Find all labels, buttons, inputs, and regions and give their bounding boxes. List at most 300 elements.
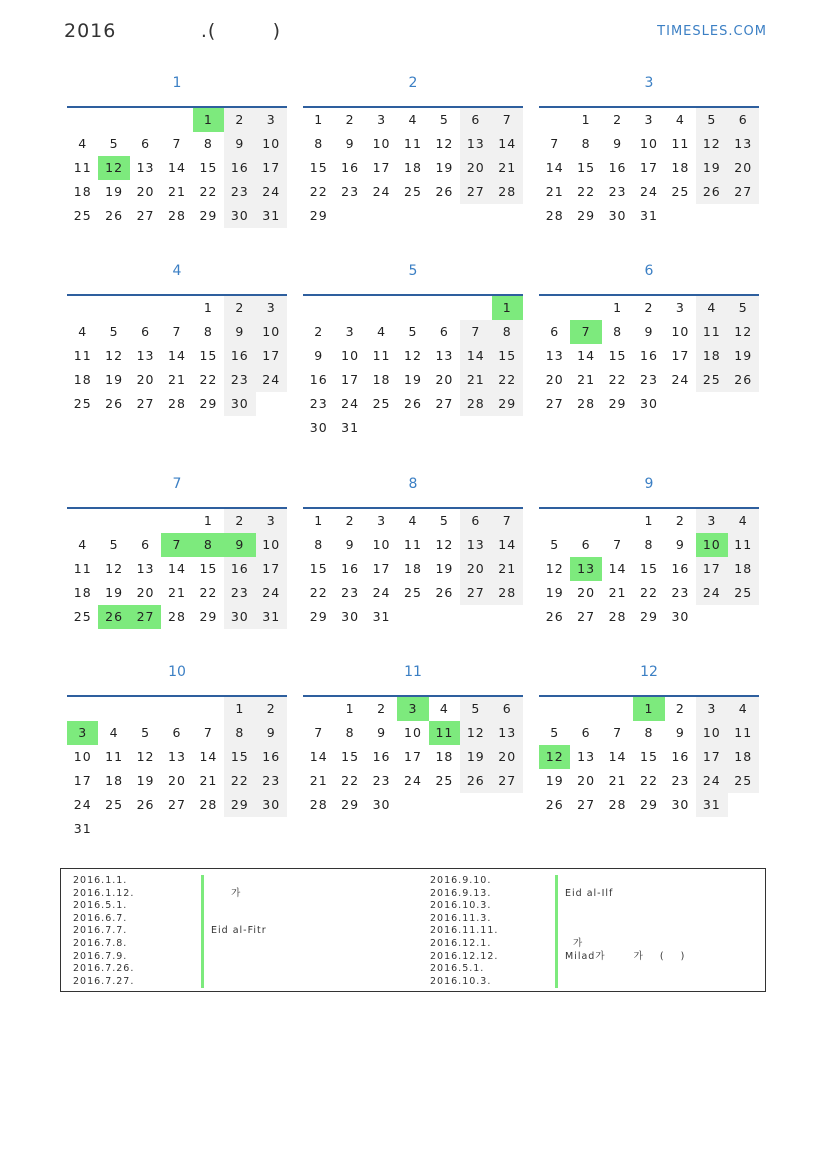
day-grid	[67, 697, 287, 841]
day-cell: 2	[224, 108, 255, 132]
day-cell: 27	[577, 797, 596, 812]
day-cell: 16	[341, 160, 360, 175]
day-cell: 20	[545, 372, 564, 387]
day-cell: 24	[372, 184, 391, 199]
empty-cell	[460, 296, 491, 320]
day-cell: 25	[671, 184, 690, 199]
day-cell: 26	[98, 605, 129, 629]
day-cell: 15	[577, 160, 596, 175]
day-cell: 6	[172, 725, 182, 740]
day-cell: 9	[644, 324, 654, 339]
day-cell: 16	[671, 561, 690, 576]
legend-marker	[555, 951, 558, 964]
day-cell: 3	[696, 509, 727, 533]
day-cell: 21	[309, 773, 328, 788]
day-cell: 3	[256, 296, 287, 320]
day-cell: 16	[224, 156, 255, 180]
day-cell: 24	[640, 184, 658, 199]
day-cell: 1	[613, 300, 623, 315]
day-cell: 1	[203, 300, 213, 315]
legend-holiday-name: Eid al-Fitr	[211, 925, 267, 937]
day-cell: 18	[105, 773, 124, 788]
day-cell: 20	[460, 156, 491, 180]
day-cell: 2	[224, 509, 255, 533]
month-name: 12	[640, 664, 658, 680]
day-cell: 20	[136, 184, 155, 199]
empty-cell	[98, 296, 129, 320]
day-cell: 20	[136, 372, 155, 387]
day-cell: 18	[671, 160, 690, 175]
legend-date: 2016.12.1.	[430, 937, 492, 949]
day-cell: 29	[199, 609, 218, 624]
day-cell: 11	[728, 533, 759, 557]
day-cell: 6	[728, 108, 759, 132]
day-cell: 13	[570, 557, 601, 581]
day-cell: 12	[435, 537, 454, 552]
day-cell: 12	[728, 320, 759, 344]
day-cell: 29	[341, 797, 360, 812]
empty-cell	[303, 697, 334, 721]
day-cell: 30	[224, 204, 255, 228]
day-cell: 29	[492, 392, 523, 416]
month-name: 5	[408, 263, 418, 279]
day-cell: 5	[696, 108, 727, 132]
day-cell: 8	[203, 324, 213, 339]
day-cell: 9	[675, 537, 685, 552]
day-cell: 24	[696, 581, 727, 605]
day-cell: 27	[136, 208, 155, 223]
day-cell: 29	[199, 396, 218, 411]
day-cell: 30	[256, 793, 287, 817]
empty-cell	[67, 108, 98, 132]
day-cell: 23	[671, 585, 690, 600]
day-cell: 1	[492, 296, 523, 320]
day-cell: 11	[73, 561, 92, 576]
month-9	[539, 474, 759, 629]
day-grid	[303, 697, 523, 817]
day-cell: 14	[577, 348, 596, 363]
day-cell: 28	[608, 797, 627, 812]
month-name: 3	[644, 75, 654, 91]
empty-cell	[366, 296, 397, 320]
month-11	[303, 662, 523, 817]
day-cell: 4	[728, 697, 759, 721]
month-8	[303, 474, 523, 629]
day-cell: 5	[439, 112, 449, 127]
day-cell: 3	[377, 513, 387, 528]
day-cell: 21	[168, 372, 186, 387]
day-cell: 11	[696, 320, 727, 344]
day-cell: 4	[408, 513, 418, 528]
day-cell: 14	[492, 533, 523, 557]
empty-cell	[429, 296, 460, 320]
day-cell: 14	[168, 561, 186, 576]
day-cell: 5	[408, 324, 418, 339]
day-cell: 9	[675, 725, 685, 740]
day-cell: 25	[105, 797, 124, 812]
day-cell: 31	[256, 204, 287, 228]
day-cell: 9	[314, 348, 324, 363]
day-cell: 10	[404, 725, 422, 740]
day-cell: 16	[224, 557, 255, 581]
day-cell: 30	[372, 797, 391, 812]
day-cell: 18	[73, 585, 92, 600]
day-cell: 19	[105, 184, 124, 199]
day-cell: 28	[168, 609, 186, 624]
day-cell: 11	[73, 348, 92, 363]
legend-date: 2016.12.12.	[430, 950, 499, 962]
month-name: 10	[168, 664, 186, 680]
day-cell: 31	[256, 605, 287, 629]
empty-cell	[602, 697, 633, 721]
legend-marker	[555, 976, 558, 989]
day-cell: 28	[608, 609, 627, 624]
day-cell: 1	[644, 513, 654, 528]
day-cell: 15	[492, 344, 523, 368]
day-cell: 30	[224, 605, 255, 629]
day-cell: 4	[728, 509, 759, 533]
day-cell: 7	[613, 537, 623, 552]
day-grid	[303, 108, 523, 228]
day-cell: 24	[73, 797, 92, 812]
day-cell: 8	[193, 533, 224, 557]
empty-cell	[67, 509, 98, 533]
empty-cell	[193, 697, 224, 721]
day-cell: 27	[577, 609, 596, 624]
day-cell: 25	[404, 184, 422, 199]
legend-date: 2016.7.9.	[73, 950, 128, 962]
day-cell: 21	[492, 156, 523, 180]
day-cell: 14	[460, 344, 491, 368]
day-cell: 24	[256, 581, 287, 605]
day-cell: 21	[460, 368, 491, 392]
day-cell: 6	[492, 697, 523, 721]
empty-cell	[130, 697, 161, 721]
day-cell: 9	[345, 537, 355, 552]
day-cell: 2	[345, 513, 355, 528]
day-cell: 10	[73, 749, 92, 764]
legend-date: 2016.9.13.	[430, 887, 492, 899]
day-cell: 21	[168, 585, 186, 600]
day-cell: 26	[404, 396, 422, 411]
month-5	[303, 261, 523, 440]
day-cell: 13	[136, 561, 155, 576]
day-cell: 5	[109, 136, 119, 151]
legend-date: 2016.7.7.	[73, 925, 128, 937]
empty-cell	[539, 296, 570, 320]
day-cell: 4	[377, 324, 387, 339]
day-cell: 27	[545, 396, 564, 411]
day-cell: 12	[696, 132, 727, 156]
day-cell: 4	[78, 537, 88, 552]
day-cell: 14	[199, 749, 218, 764]
day-cell: 27	[728, 180, 759, 204]
day-cell: 4	[109, 725, 119, 740]
day-cell: 13	[435, 348, 454, 363]
day-cell: 9	[256, 721, 287, 745]
day-cell: 14	[168, 348, 186, 363]
month-name: 9	[644, 476, 654, 492]
day-cell: 4	[675, 112, 685, 127]
day-cell: 19	[435, 160, 454, 175]
day-cell: 18	[728, 557, 759, 581]
day-cell: 5	[460, 697, 491, 721]
day-cell: 14	[492, 132, 523, 156]
day-cell: 18	[73, 184, 92, 199]
day-cell: 10	[372, 136, 391, 151]
day-cell: 13	[136, 160, 155, 175]
empty-cell	[570, 296, 601, 320]
day-cell: 8	[613, 324, 623, 339]
day-cell: 6	[141, 537, 151, 552]
empty-cell	[161, 108, 192, 132]
empty-cell	[67, 296, 98, 320]
day-cell: 14	[168, 160, 186, 175]
empty-cell	[397, 296, 428, 320]
day-cell: 6	[460, 509, 491, 533]
day-cell: 4	[696, 296, 727, 320]
day-cell: 4	[78, 324, 88, 339]
empty-cell	[539, 509, 570, 533]
legend-holiday-name: Milad가 가 ( )	[565, 950, 686, 962]
day-cell: 18	[435, 749, 454, 764]
day-cell: 19	[105, 585, 124, 600]
day-cell: 31	[640, 208, 658, 223]
month-name: 4	[172, 263, 182, 279]
day-cell: 13	[168, 749, 186, 764]
day-cell: 22	[309, 184, 328, 199]
day-cell: 24	[256, 180, 287, 204]
day-cell: 18	[404, 160, 422, 175]
day-cell: 5	[550, 537, 560, 552]
day-cell: 2	[644, 300, 654, 315]
legend-marker	[201, 925, 204, 938]
month-4	[67, 261, 287, 416]
day-cell: 14	[309, 749, 328, 764]
legend-marker	[555, 888, 558, 901]
day-cell: 25	[404, 585, 422, 600]
day-cell: 19	[545, 773, 564, 788]
day-cell: 6	[581, 537, 591, 552]
month-name: 11	[404, 664, 422, 680]
day-cell: 26	[545, 797, 564, 812]
day-cell: 10	[372, 537, 391, 552]
legend-marker	[201, 976, 204, 989]
day-cell: 8	[644, 725, 654, 740]
day-cell: 17	[696, 745, 727, 769]
day-cell: 31	[696, 793, 727, 817]
legend-date: 2016.6.7.	[73, 912, 128, 924]
day-cell: 28	[577, 396, 596, 411]
day-cell: 20	[577, 773, 596, 788]
day-cell: 23	[671, 773, 690, 788]
day-cell: 12	[435, 136, 454, 151]
day-cell: 10	[696, 533, 727, 557]
day-cell: 28	[168, 396, 186, 411]
day-cell: 16	[608, 160, 627, 175]
day-cell: 7	[172, 324, 182, 339]
day-cell: 16	[341, 561, 360, 576]
day-cell: 26	[105, 208, 124, 223]
month-3	[539, 73, 759, 228]
day-cell: 19	[545, 585, 564, 600]
day-cell: 28	[545, 208, 564, 223]
day-cell: 3	[696, 697, 727, 721]
day-cell: 22	[199, 372, 218, 387]
day-cell: 15	[199, 561, 218, 576]
day-cell: 22	[640, 585, 658, 600]
day-cell: 29	[224, 793, 255, 817]
legend-date: 2016.7.27.	[73, 975, 135, 987]
day-cell: 17	[256, 557, 287, 581]
legend-marker	[555, 875, 558, 888]
day-cell: 26	[728, 368, 759, 392]
day-cell: 20	[460, 557, 491, 581]
day-cell: 26	[435, 585, 454, 600]
day-cell: 3	[397, 697, 428, 721]
empty-cell	[98, 509, 129, 533]
day-cell: 6	[141, 324, 151, 339]
day-cell: 26	[696, 180, 727, 204]
empty-cell	[130, 509, 161, 533]
day-cell: 16	[224, 344, 255, 368]
day-cell: 30	[671, 609, 690, 624]
day-cell: 24	[404, 773, 422, 788]
day-cell: 23	[224, 368, 255, 392]
day-cell: 25	[73, 208, 92, 223]
day-cell: 19	[136, 773, 155, 788]
day-cell: 10	[696, 721, 727, 745]
day-cell: 18	[404, 561, 422, 576]
day-cell: 8	[314, 537, 324, 552]
legend-marker	[555, 938, 558, 951]
day-cell: 7	[161, 533, 192, 557]
empty-cell	[334, 296, 365, 320]
day-cell: 13	[492, 721, 523, 745]
day-cell: 7	[613, 725, 623, 740]
empty-cell	[98, 108, 129, 132]
day-cell: 17	[256, 156, 287, 180]
month-6	[539, 261, 759, 416]
site-logo[interactable]: TIMESLES.COM	[657, 24, 767, 39]
day-cell: 17	[640, 160, 658, 175]
day-cell: 21	[608, 773, 627, 788]
day-cell: 17	[256, 344, 287, 368]
day-cell: 7	[570, 320, 601, 344]
legend-date: 2016.9.10.	[430, 875, 492, 886]
day-cell: 3	[67, 721, 98, 745]
day-cell: 24	[256, 368, 287, 392]
day-cell: 9	[224, 320, 255, 344]
day-cell: 27	[460, 180, 491, 204]
legend-date: 2016.1.1.	[73, 875, 128, 886]
day-cell: 19	[728, 344, 759, 368]
day-cell: 10	[256, 320, 287, 344]
day-cell: 4	[439, 701, 449, 716]
day-cell: 13	[460, 533, 491, 557]
day-cell: 25	[728, 581, 759, 605]
day-cell: 14	[608, 749, 627, 764]
day-cell: 21	[492, 557, 523, 581]
day-cell: 15	[640, 561, 658, 576]
legend-marker	[201, 913, 204, 926]
day-cell: 9	[224, 533, 255, 557]
empty-cell	[161, 697, 192, 721]
empty-cell	[130, 108, 161, 132]
day-grid	[539, 509, 759, 629]
day-cell: 7	[492, 509, 523, 533]
day-cell: 11	[429, 721, 460, 745]
day-cell: 6	[550, 324, 560, 339]
day-cell: 29	[640, 797, 658, 812]
day-grid	[67, 509, 287, 629]
day-cell: 15	[199, 160, 218, 175]
day-cell: 28	[492, 180, 523, 204]
empty-cell	[539, 697, 570, 721]
day-cell: 3	[377, 112, 387, 127]
day-cell: 13	[460, 132, 491, 156]
day-cell: 8	[203, 136, 213, 151]
day-cell: 11	[105, 749, 124, 764]
day-cell: 17	[341, 372, 360, 387]
empty-cell	[570, 509, 601, 533]
day-cell: 25	[696, 368, 727, 392]
day-cell: 11	[671, 136, 690, 151]
day-cell: 15	[640, 749, 658, 764]
day-cell: 5	[439, 513, 449, 528]
day-cell: 26	[136, 797, 155, 812]
month-10	[67, 662, 287, 841]
day-cell: 15	[608, 348, 627, 363]
day-cell: 10	[256, 132, 287, 156]
day-cell: 22	[224, 769, 255, 793]
month-12	[539, 662, 759, 817]
empty-cell	[303, 296, 334, 320]
day-cell: 5	[728, 296, 759, 320]
day-cell: 9	[613, 136, 623, 151]
day-cell: 8	[345, 725, 355, 740]
day-cell: 11	[372, 348, 391, 363]
day-cell: 26	[545, 609, 564, 624]
day-cell: 13	[545, 348, 564, 363]
legend-date: 2016.5.1.	[73, 900, 128, 912]
day-cell: 17	[372, 561, 391, 576]
day-cell: 15	[199, 348, 218, 363]
legend-date: 2016.10.3.	[430, 900, 492, 912]
empty-cell	[161, 296, 192, 320]
legend-marker	[201, 963, 204, 976]
day-cell: 31	[341, 420, 360, 435]
day-cell: 19	[696, 156, 727, 180]
day-cell: 21	[168, 184, 186, 199]
day-cell: 8	[224, 721, 255, 745]
day-cell: 8	[644, 537, 654, 552]
day-cell: 23	[224, 180, 255, 204]
legend-marker	[201, 951, 204, 964]
day-cell: 19	[105, 372, 124, 387]
day-cell: 21	[199, 773, 218, 788]
legend-marker	[201, 938, 204, 951]
day-cell: 17	[671, 348, 690, 363]
day-cell: 25	[73, 396, 92, 411]
day-cell: 30	[224, 392, 255, 416]
day-cell: 3	[256, 509, 287, 533]
day-cell: 26	[460, 769, 491, 793]
day-grid	[539, 697, 759, 817]
day-grid	[67, 296, 287, 416]
day-cell: 29	[309, 609, 328, 624]
day-cell: 6	[460, 108, 491, 132]
